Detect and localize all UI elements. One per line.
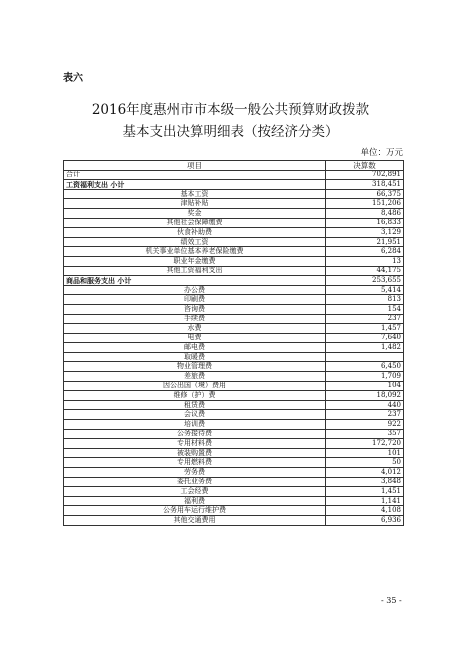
row-amount: 1,709 bbox=[326, 372, 404, 382]
table-row bbox=[64, 439, 404, 449]
title-line-2: 基本支出决算明细表（按经济分类） bbox=[122, 124, 339, 140]
page-number: - 35 - bbox=[381, 596, 402, 605]
table-row bbox=[64, 170, 404, 180]
table-row bbox=[64, 343, 404, 353]
table-label: 表六 bbox=[63, 73, 83, 84]
table-row bbox=[64, 352, 404, 362]
row-item: 基本工资 bbox=[64, 189, 326, 199]
row-amount: 44,175 bbox=[326, 266, 404, 276]
row-amount: 318,451 bbox=[326, 180, 404, 190]
row-item: 公务用车运行维护费 bbox=[64, 506, 326, 516]
row-amount: 151,206 bbox=[326, 199, 404, 209]
row-amount: 440 bbox=[326, 400, 404, 410]
table-row bbox=[64, 276, 404, 286]
table-row bbox=[64, 487, 404, 497]
table-row bbox=[64, 324, 404, 334]
row-amount: 237 bbox=[326, 410, 404, 420]
row-item: 职业年金缴费 bbox=[64, 256, 326, 266]
row-amount: 3,129 bbox=[326, 228, 404, 238]
row-item: 机关事业单位基本养老保险缴费 bbox=[64, 247, 326, 257]
table-row bbox=[64, 228, 404, 238]
row-amount: 6,936 bbox=[326, 515, 404, 525]
table-row bbox=[64, 515, 404, 525]
table-row bbox=[64, 199, 404, 209]
table-row bbox=[64, 295, 404, 305]
table-row bbox=[64, 400, 404, 410]
column-header-amount: 决算数 bbox=[326, 161, 404, 171]
row-item: 其他交通费用 bbox=[64, 515, 326, 525]
row-amount: 16,833 bbox=[326, 218, 404, 228]
row-item: 因公出国（境）费用 bbox=[64, 381, 326, 391]
table-row bbox=[64, 410, 404, 420]
row-amount: 172,720 bbox=[326, 439, 404, 449]
row-item: 专用燃料费 bbox=[64, 458, 326, 468]
row-amount: 6,450 bbox=[326, 362, 404, 372]
table-row bbox=[64, 256, 404, 266]
table-body bbox=[64, 170, 404, 525]
row-item: 办公费 bbox=[64, 285, 326, 295]
table-row bbox=[64, 496, 404, 506]
row-amount: 50 bbox=[326, 458, 404, 468]
row-item: 咨询费 bbox=[64, 304, 326, 314]
row-item: 公务接待费 bbox=[64, 429, 326, 439]
row-amount: 154 bbox=[326, 304, 404, 314]
row-item: 手续费 bbox=[64, 314, 326, 324]
row-amount: 357 bbox=[326, 429, 404, 439]
row-amount: 702,891 bbox=[326, 170, 404, 180]
row-item: 其他工资福利支出 bbox=[64, 266, 326, 276]
row-amount: 101 bbox=[326, 448, 404, 458]
row-item: 绩效工资 bbox=[64, 237, 326, 247]
row-amount: 1,451 bbox=[326, 487, 404, 497]
row-item: 电费 bbox=[64, 333, 326, 343]
row-amount: 18,092 bbox=[326, 391, 404, 401]
table-row bbox=[64, 468, 404, 478]
row-item: 奖金 bbox=[64, 208, 326, 218]
title-line-1: 2016年度惠州市市本级一般公共预算财政拨款 bbox=[91, 102, 370, 118]
table-row bbox=[64, 218, 404, 228]
table-row bbox=[64, 381, 404, 391]
row-amount: 7,640 bbox=[326, 333, 404, 343]
table-row bbox=[64, 362, 404, 372]
row-item: 合计 bbox=[64, 170, 326, 180]
table-row bbox=[64, 208, 404, 218]
row-amount: 1,141 bbox=[326, 496, 404, 506]
table-row bbox=[64, 458, 404, 468]
row-item: 会议费 bbox=[64, 410, 326, 420]
table-row bbox=[64, 247, 404, 257]
row-item: 工资福利支出 小计 bbox=[64, 180, 326, 190]
row-item: 物业管理费 bbox=[64, 362, 326, 372]
table-row bbox=[64, 237, 404, 247]
row-amount: 3,848 bbox=[326, 477, 404, 487]
expenditure-table bbox=[63, 160, 404, 526]
table-row bbox=[64, 333, 404, 343]
row-item: 租赁费 bbox=[64, 400, 326, 410]
row-item: 专用材料费 bbox=[64, 439, 326, 449]
table-header-row bbox=[64, 161, 404, 171]
row-item: 其他社会保障缴费 bbox=[64, 218, 326, 228]
row-item: 差旅费 bbox=[64, 372, 326, 382]
row-amount: 237 bbox=[326, 314, 404, 324]
table-row bbox=[64, 266, 404, 276]
row-amount: 8,486 bbox=[326, 208, 404, 218]
row-item: 福利费 bbox=[64, 496, 326, 506]
row-amount: 21,951 bbox=[326, 237, 404, 247]
row-item: 培训费 bbox=[64, 420, 326, 430]
unit-label: 单位：万元 bbox=[360, 148, 403, 158]
row-item: 津贴补贴 bbox=[64, 199, 326, 209]
row-item: 商品和服务支出 小计 bbox=[64, 276, 326, 286]
table-row bbox=[64, 429, 404, 439]
row-item: 邮电费 bbox=[64, 343, 326, 353]
row-amount: 922 bbox=[326, 420, 404, 430]
row-item: 印刷费 bbox=[64, 295, 326, 305]
row-amount: 5,414 bbox=[326, 285, 404, 295]
table-row bbox=[64, 189, 404, 199]
table-row bbox=[64, 420, 404, 430]
row-amount: 104 bbox=[326, 381, 404, 391]
row-item: 委托业务费 bbox=[64, 477, 326, 487]
row-item: 水费 bbox=[64, 324, 326, 334]
row-item: 被装购置费 bbox=[64, 448, 326, 458]
row-amount: 1,482 bbox=[326, 343, 404, 353]
column-header-item: 项目 bbox=[64, 161, 326, 171]
table-row bbox=[64, 314, 404, 324]
row-item: 维修（护）费 bbox=[64, 391, 326, 401]
table-row bbox=[64, 372, 404, 382]
row-amount: 4,012 bbox=[326, 468, 404, 478]
row-item: 伙食补助费 bbox=[64, 228, 326, 238]
table-row bbox=[64, 285, 404, 295]
row-amount: 1,457 bbox=[326, 324, 404, 334]
table-row bbox=[64, 477, 404, 487]
row-item: 劳务费 bbox=[64, 468, 326, 478]
row-amount bbox=[326, 352, 404, 362]
row-item: 工会经费 bbox=[64, 487, 326, 497]
row-amount: 66,375 bbox=[326, 189, 404, 199]
row-amount: 13 bbox=[326, 256, 404, 266]
table-row bbox=[64, 180, 404, 190]
row-amount: 6,284 bbox=[326, 247, 404, 257]
row-amount: 4,108 bbox=[326, 506, 404, 516]
table-row bbox=[64, 448, 404, 458]
table-row bbox=[64, 304, 404, 314]
table-row bbox=[64, 391, 404, 401]
table-row bbox=[64, 506, 404, 516]
row-amount: 813 bbox=[326, 295, 404, 305]
row-amount: 253,655 bbox=[326, 276, 404, 286]
row-item: 取暖费 bbox=[64, 352, 326, 362]
